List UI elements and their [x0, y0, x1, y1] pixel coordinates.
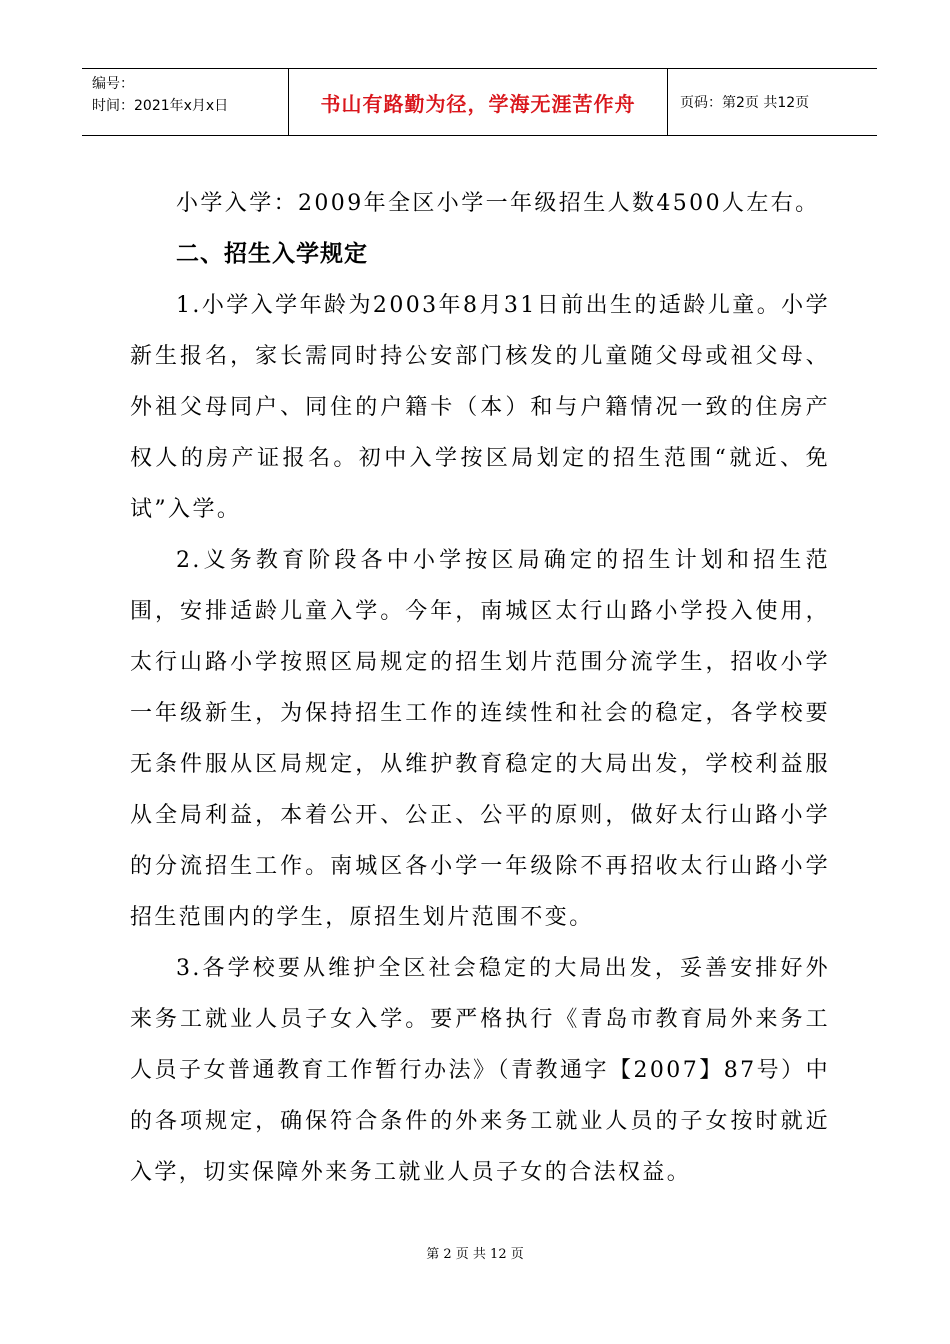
- paragraph-1: 1.小学入学年龄为2003年8月31日前出生的适龄儿童。小学新生报名，家长需同时持公安部门核发的儿童随父母或祖父母、外祖父母同户、同住的户籍卡（本）和与户籍情况一致的住房产权人的房产证报名。初中入学按区局划定的招生范围“就近、免试”入学。: [130, 293, 830, 522]
- header-page-info: 页码：第2页 共12页: [680, 95, 810, 111]
- section-heading: 二、招生入学规定: [176, 241, 368, 267]
- document-number-label: 编号：: [92, 76, 134, 92]
- document-body: [130, 178, 830, 1198]
- header-motto-cell: [288, 69, 668, 135]
- paragraph-3: 3.各学校要从维护全区社会稳定的大局出发，妥善安排好外来务工就业人员子女入学。要严格执行《青岛市教育局外来务工人员子女普通教育工作暂行办法》（青教通字【2007】87号）中的各项规定，确保符合条件的外来务工就业人员的子女按时就近入学，切实保障外来务工就业人员子女的合法权益。: [130, 956, 830, 1185]
- paragraph-intro: 小学入学：2009年全区小学一年级招生人数4500人左右。: [176, 191, 820, 216]
- header-meta: [82, 69, 288, 135]
- page-footer: 第 2 页 共 12 页: [426, 1247, 524, 1262]
- paragraph-2: 2.义务教育阶段各中小学按区局确定的招生计划和招生范围，安排适龄儿童入学。今年，南城区太行山路小学投入使用，太行山路小学按照区局规定的招生划片范围分流学生，招收小学一年级新生，为保持招生工作的连续性和社会的稳定，各学校要无条件服从区局规定，从维护教育稳定的大局出发，学校利益服从全局利益，本着公开、公正、公平的原则，做好太行山路小学的分流招生工作。南城区各小学一年级除不再招收太行山路小学招生范围内的学生，原招生划片范围不变。: [130, 548, 830, 930]
- document-time-label: 时间：2021年x月x日: [92, 98, 229, 114]
- header-motto: 书山有路勤为径，学海无涯苦作舟: [320, 91, 636, 116]
- document-header: [82, 68, 877, 136]
- header-page-info-cell: [668, 69, 877, 135]
